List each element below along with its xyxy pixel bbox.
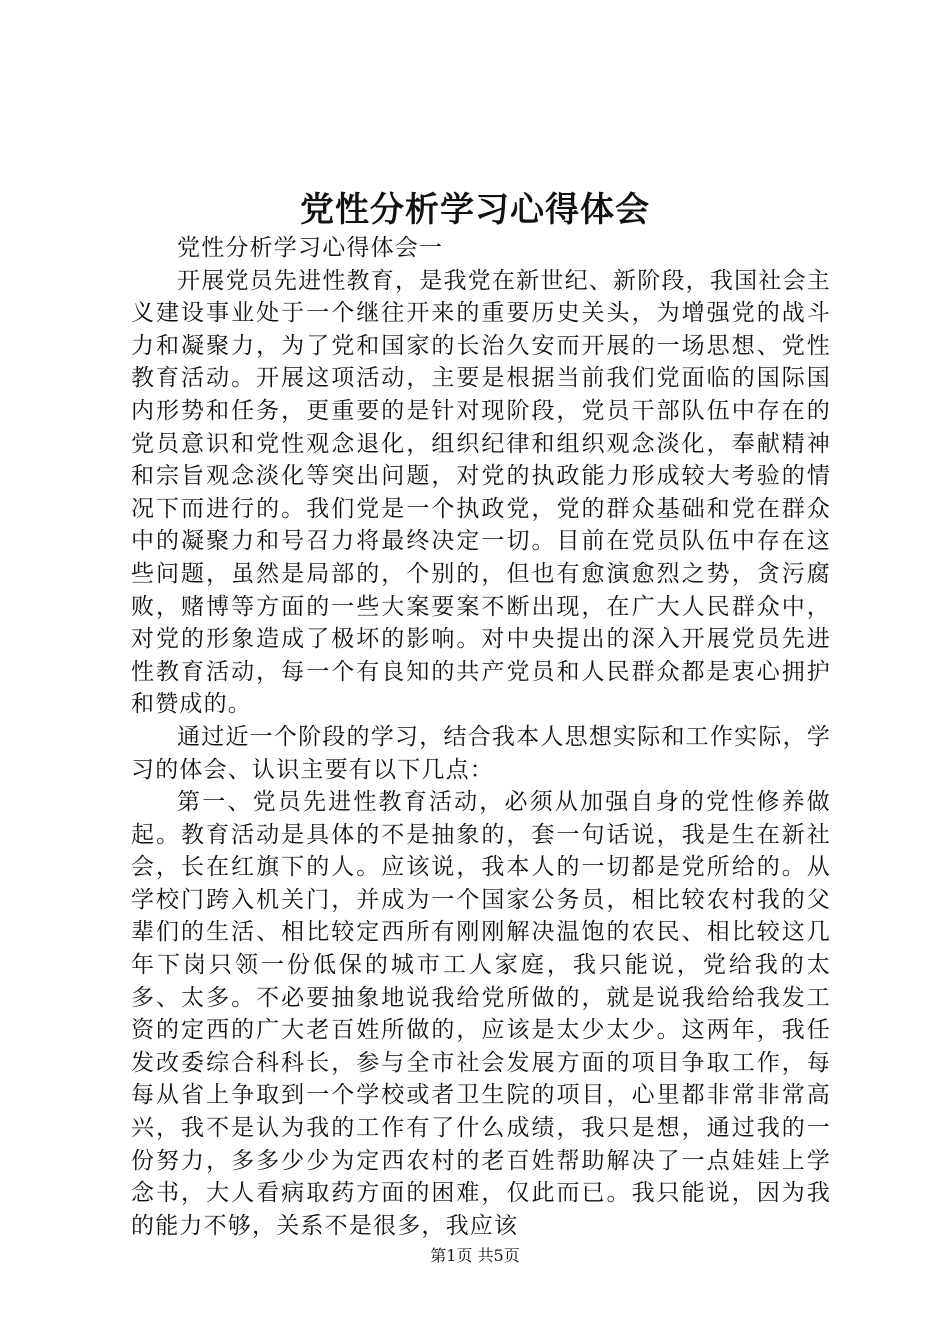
paragraph: 第一、党员先进性教育活动，必须从加强自身的党性修养做起。教育活动是具体的不是抽象的，套一句话说，我是生在新社会，长在红旗下的人。应该说，我本人的一切都是党所给的。从学校门跨入机关门，并成为一个国家公务员，相比较农村我的父辈们的生活、相比较定西所有刚刚解决温饱的农民、相比较这几年下岗只领一份低保的城市工人家庭，我只能说，党给我的太多、太多。不必要抽象地说我给党所做的，就是说我给给我发工资的定西的广大老百姓所做的，应该是太少太少。这两年，我任发改委综合科科长，参与全市社会发展方面的项目争取工作，每每从省上争取到一个学校或者卫生院的项目，心里都非常非常高兴，我不是认为我的工作有了什么成绩，我只是想，通过我的一份努力，多多少少为定西农村的老百姓帮助解决了一点娃娃上学念书，大人看病取药方面的困难，仅此而已。我只能说，因为我的能力不够，关系不是很多，我应该 bbox=[131, 789, 831, 1239]
paragraph: 通过近一个阶段的学习，结合我本人思想实际和工作实际，学习的体会、认识主要有以下几点： bbox=[131, 723, 831, 783]
paragraph: 开展党员先进性教育，是我党在新世纪、新阶段，我国社会主义建设事业处于一个继往开来的重要历史关头，为增强党的战斗力和凝聚力，为了党和国家的长治久安而开展的一场思想、党性教育活动。开展这项活动，主要是根据当前我们党面临的国际国内形势和任务，更重要的是针对现阶段，党员干部队伍中存在的党员意识和党性观念退化，组织纪律和组织观念淡化，奉献精神和宗旨观念淡化等突出问题，对党的执政能力形成较大考验的情况下而进行的。我们党是一个执政党，党的群众基础和党在群众中的凝聚力和号召力将最终决定一切。目前在党员队伍中存在这些问题，虽然是局部的，个别的，但也有愈演愈烈之势，贪污腐败，赌博等方面的一些大案要案不断出现，在广大人民群众中，对党的形象造成了极坏的影响。对中央提出的深入开展党员先进性教育活动，每一个有良知的共产党员和人民群众都是衷心拥护和赞成的。 bbox=[131, 267, 831, 718]
page-number-footer: 第1页 共5页 bbox=[430, 1246, 520, 1265]
document-title: 党性分析学习心得体会 bbox=[300, 190, 650, 230]
document-body bbox=[131, 232, 831, 1242]
paragraph-subtitle: 党性分析学习心得体会一 bbox=[177, 235, 444, 261]
